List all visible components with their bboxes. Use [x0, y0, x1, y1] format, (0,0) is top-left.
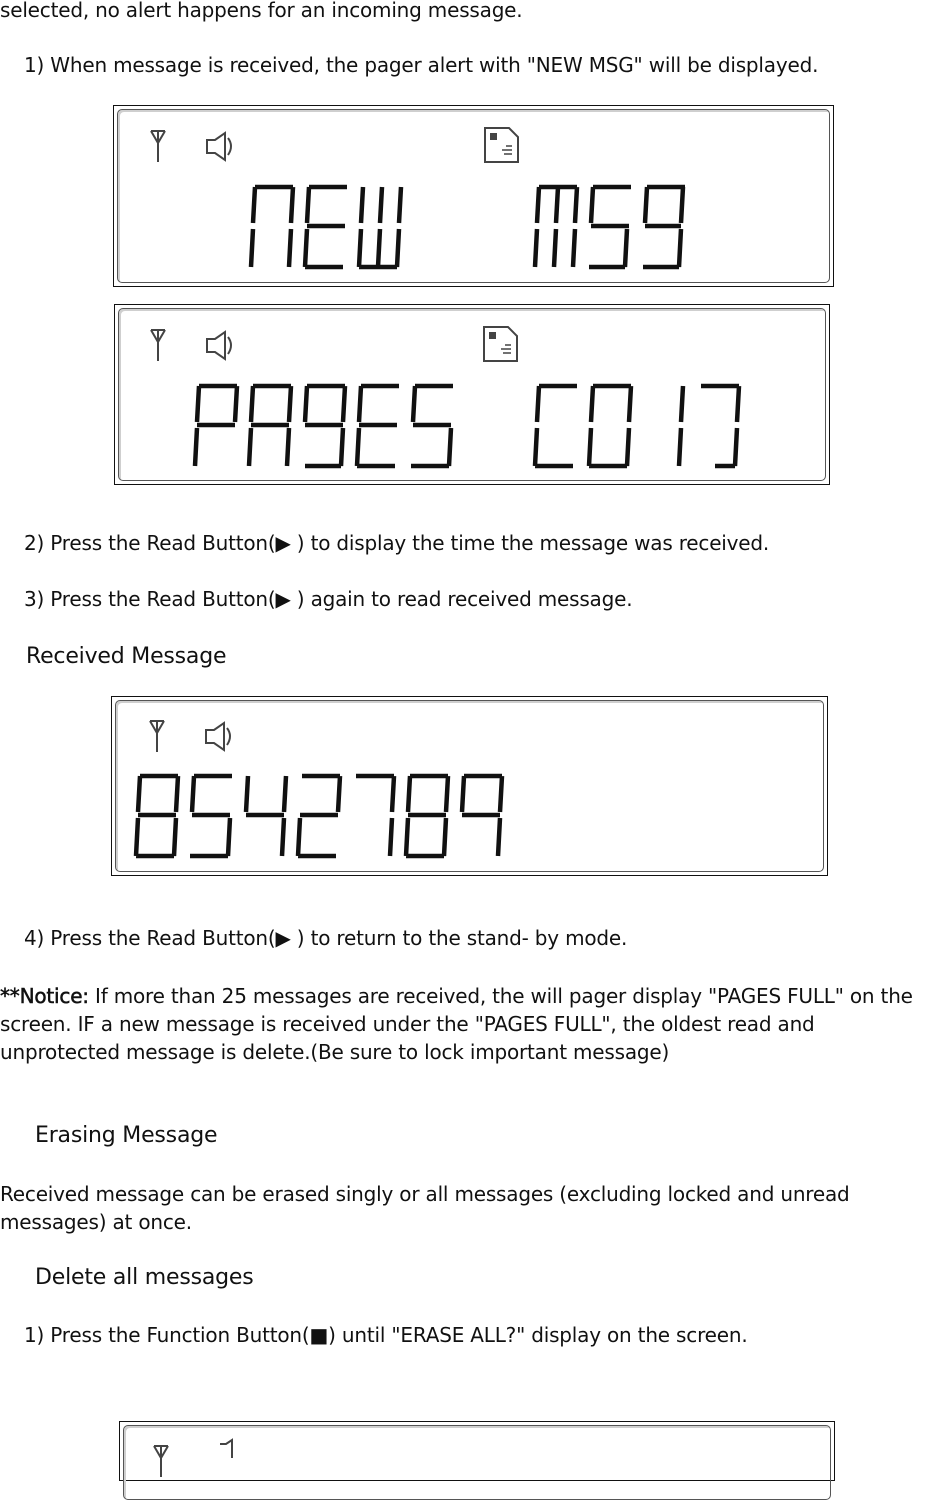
notice-paragraph [0, 982, 931, 1066]
antenna-icon [154, 1446, 168, 1477]
message-icon [484, 327, 517, 361]
delete-step-1-text: 1) Press the Function Button(■) until "ERASE ALL?" display on the screen. [24, 1323, 748, 1347]
lcd-segment-text [249, 184, 809, 274]
lcd-erase-all [119, 1421, 835, 1481]
speaker-icon [206, 723, 230, 750]
speaker-icon [207, 133, 231, 160]
delete-all-heading: Delete all messages [35, 1265, 254, 1290]
step-4-text: 4) Press the Read Button(▶ ) to return to the stand- by mode. [24, 926, 628, 950]
lcd-icons [120, 1422, 836, 1482]
lcd-new-msg [113, 105, 834, 287]
message-icon [485, 128, 518, 162]
lcd-received-message [111, 696, 828, 876]
intro-fragment: selected, no alert happens for an incoming message. [0, 0, 523, 22]
lcd-segment-text [193, 383, 793, 473]
antenna-icon [151, 330, 165, 361]
erasing-message-heading: Erasing Message [35, 1123, 218, 1148]
lcd-pages-count [114, 304, 830, 485]
erasing-description: Received message can be erased singly or all messages (excluding locked and unread messages) at once. [0, 1182, 850, 1234]
antenna-icon [150, 721, 164, 752]
step-3-text: 3) Press the Read Button(▶ ) again to read received message. [24, 587, 633, 611]
notice-label: **Notice: [0, 984, 89, 1008]
speaker-icon [220, 1440, 232, 1458]
antenna-icon [151, 131, 165, 162]
step-1-text: 1) When message is received, the pager alert with "NEW MSG" will be displayed. [24, 53, 819, 77]
lcd-segment-text [134, 773, 554, 863]
received-message-heading: Received Message [26, 644, 227, 669]
notice-text: If more than 25 messages are received, the will pager display "PAGES FULL" on the screen. IF a new message is received under the "PAGES FULL", the oldest read and unprotected message is delete.(Be sure to lock important message) [0, 984, 913, 1064]
speaker-icon [207, 332, 231, 359]
step-2-text: 2) Press the Read Button(▶ ) to display the time the message was received. [24, 531, 770, 555]
